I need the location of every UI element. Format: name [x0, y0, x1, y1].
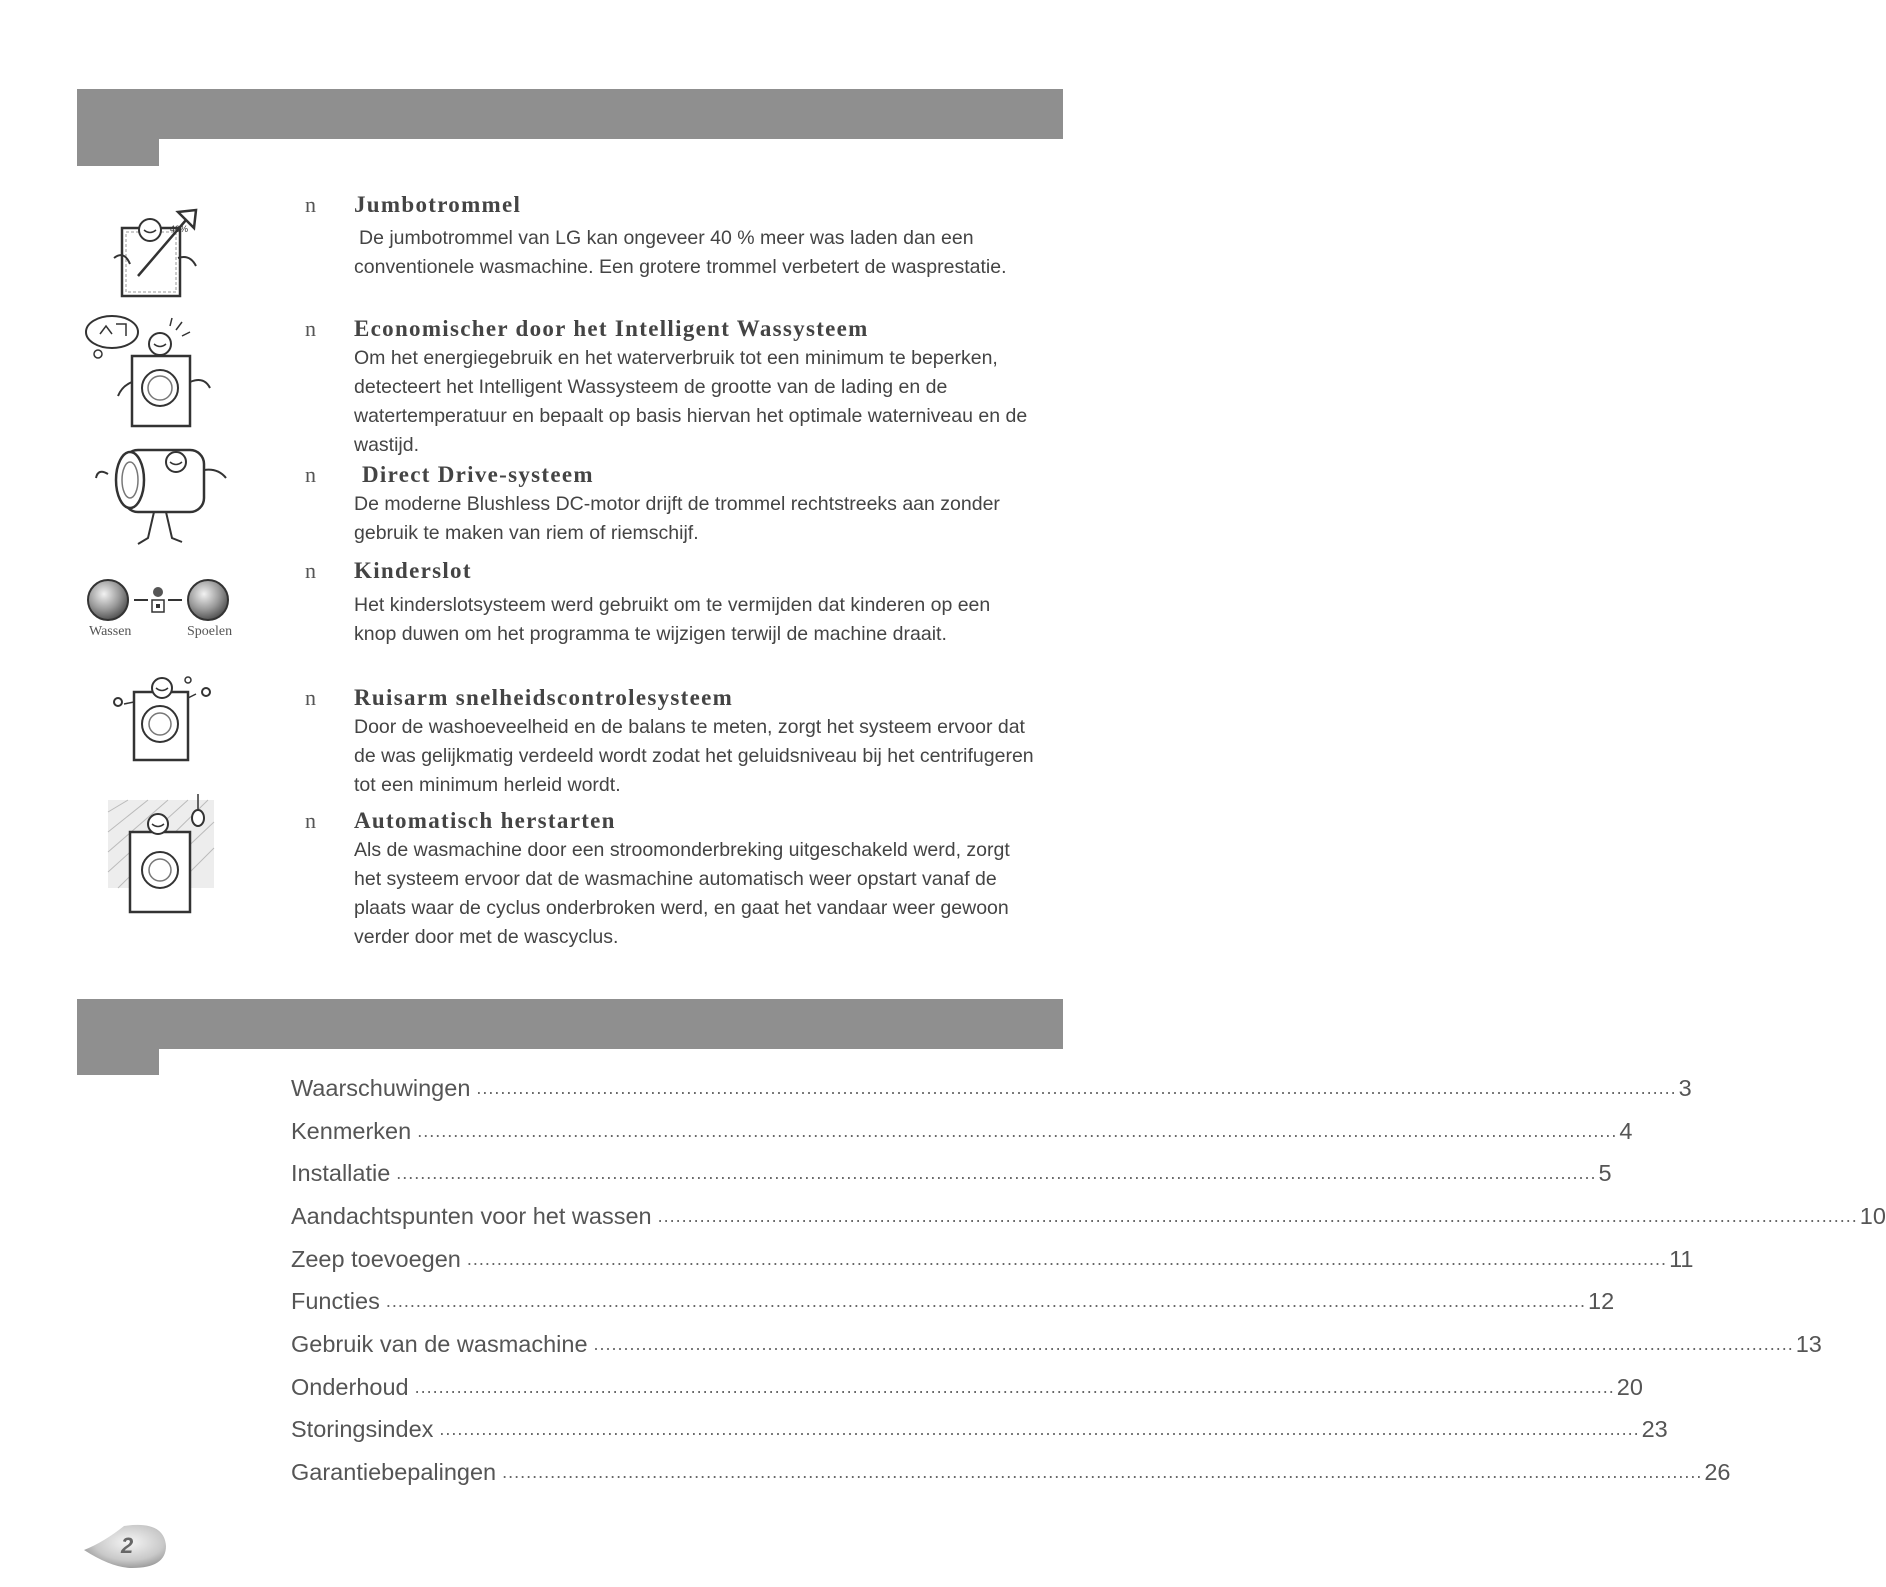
section-header-tab-features [77, 139, 159, 166]
toc-entry-label: Kenmerken [291, 1117, 412, 1144]
toc-entry-label: Onderhoud [291, 1373, 409, 1400]
toc-entry [291, 1451, 1731, 1494]
bullet-marker: n [305, 316, 316, 341]
toc-entry [291, 1323, 1822, 1366]
toc-entry [291, 1152, 1612, 1195]
toc-entry [291, 1067, 1692, 1110]
toc-leader-dots: ........................................................................................................................................................................................................ [502, 1462, 1703, 1483]
page-number: 2 [121, 1533, 134, 1558]
feature-title: Direct Drive-systeem [362, 462, 594, 487]
toc-leader-dots: ........................................................................................................................................................................................................ [657, 1205, 1858, 1226]
table-of-contents [291, 1067, 1886, 1494]
section-header-tab-contents [77, 1049, 159, 1075]
toc-entry-page: 26 [1704, 1459, 1731, 1486]
toc-entry [291, 1110, 1633, 1153]
feature-title: Automatisch herstarten [354, 808, 616, 833]
toc-entry [291, 1280, 1615, 1323]
child-lock-rinse-caption: Spoelen [187, 624, 233, 639]
toc-entry [291, 1409, 1668, 1452]
toc-entry-page: 23 [1641, 1416, 1668, 1443]
toc-leader-dots: ........................................................................................................................................................................................................ [414, 1376, 1615, 1397]
toc-entry-label: Garantiebepalingen [291, 1459, 497, 1486]
feature-body: Door de washoeveelheid en de balans te meten, zorgt het systeem ervoor dat de was gelijkmatig verdeeld wordt zodat het geluidsniveau bij het centrifugeren tot een minimum herleid wordt. [354, 716, 1034, 796]
section-header-band-features [77, 89, 1063, 139]
toc-leader-dots: ........................................................................................................................................................................................................ [385, 1291, 1587, 1312]
toc-entry-label: Zeep toevoegen [291, 1245, 461, 1272]
toc-entry-page: 5 [1598, 1160, 1612, 1187]
feature-title: Economischer door het Intelligent Wassysteem [354, 316, 869, 341]
auto-restart-illustration [104, 792, 220, 918]
toc-entry-page: 3 [1678, 1074, 1692, 1101]
bullet-marker: n [305, 685, 316, 710]
toc-entry-page: 20 [1616, 1373, 1643, 1400]
toc-leader-dots: ........................................................................................................................................................................................................ [466, 1248, 1668, 1269]
jumbo-drum-illustration [108, 206, 204, 302]
toc-entry-label: Gebruik van de wasmachine [291, 1330, 588, 1357]
toc-entry-label: Installatie [291, 1160, 391, 1187]
bullet-marker: n [305, 462, 316, 487]
toc-leader-dots: ........................................................................................................................................................................................................ [396, 1163, 1597, 1184]
bullet-marker: n [305, 808, 316, 833]
feature-title: Ruisarm snelheidscontrolesysteem [354, 685, 734, 710]
toc-entry-page: 10 [1859, 1202, 1886, 1229]
toc-leader-dots: ........................................................................................................................................................................................................ [593, 1333, 1794, 1354]
toc-entry-page: 4 [1619, 1117, 1633, 1144]
bullet-marker: n [305, 192, 316, 217]
toc-leader-dots: ........................................................................................................................................................................................................ [417, 1120, 1618, 1141]
toc-entry-label: Aandachtspunten voor het wassen [291, 1202, 652, 1229]
feature-title: Kinderslot [354, 558, 472, 583]
toc-entry-page: 12 [1588, 1288, 1615, 1315]
feature-body: De jumbotrommel van LG kan ongeveer 40 % meer was laden dan een conventionele wasmachine. Een grotere trommel verbetert de wasprestatie. [354, 227, 1007, 278]
toc-entry-label: Functies [291, 1288, 380, 1315]
feature-body: Om het energiegebruik en het waterverbruik tot een minimum te beperken, detecteert het Intelligent Wassysteem de grootte van de lading en de watertemperatuur en bepaalt op basis hiervan het optimale waterniveau en de wastijd. [354, 347, 1028, 456]
intelligent-wash-illustration [84, 312, 214, 432]
feature-body: Het kinderslotsysteem werd gebruikt om te vermijden dat kinderen op een knop duwen om het programma te wijzigen terwijl de machine draait. [354, 594, 991, 645]
child-lock-illustration [86, 578, 236, 626]
toc-entry-page: 13 [1795, 1330, 1822, 1357]
toc-entry-page: 11 [1669, 1245, 1694, 1272]
feature-body: Als de wasmachine door een stroomonderbreking uitgeschakeld werd, zorgt het systeem ervoor dat de wasmachine automatisch weer opstart vanaf de plaats waar de cyclus onderbroken werd, en gaat het vandaar weer gewoon verder door met de wascyclus. [354, 839, 1010, 948]
direct-drive-illustration [94, 440, 234, 552]
child-lock-wash-caption: Wassen [89, 624, 132, 639]
toc-entry [291, 1366, 1643, 1409]
feature-body: De moderne Blushless DC-motor drijft de trommel rechtstreeks aan zonder gebruik te maken van riem of riemschijf. [354, 493, 1000, 544]
toc-leader-dots: ........................................................................................................................................................................................................ [439, 1419, 1640, 1440]
toc-entry [291, 1195, 1886, 1238]
section-header-band-contents [77, 999, 1063, 1049]
toc-entry-label: Storingsindex [291, 1416, 434, 1443]
toc-leader-dots: ........................................................................................................................................................................................................ [476, 1077, 1677, 1098]
quiet-speed-illustration [110, 672, 220, 764]
toc-entry-label: Waarschuwingen [291, 1074, 471, 1101]
toc-entry [291, 1238, 1694, 1281]
drum-badge-text: 40% [170, 224, 189, 234]
bullet-marker: n [305, 558, 316, 583]
feature-title: Jumbotrommel [354, 192, 522, 217]
